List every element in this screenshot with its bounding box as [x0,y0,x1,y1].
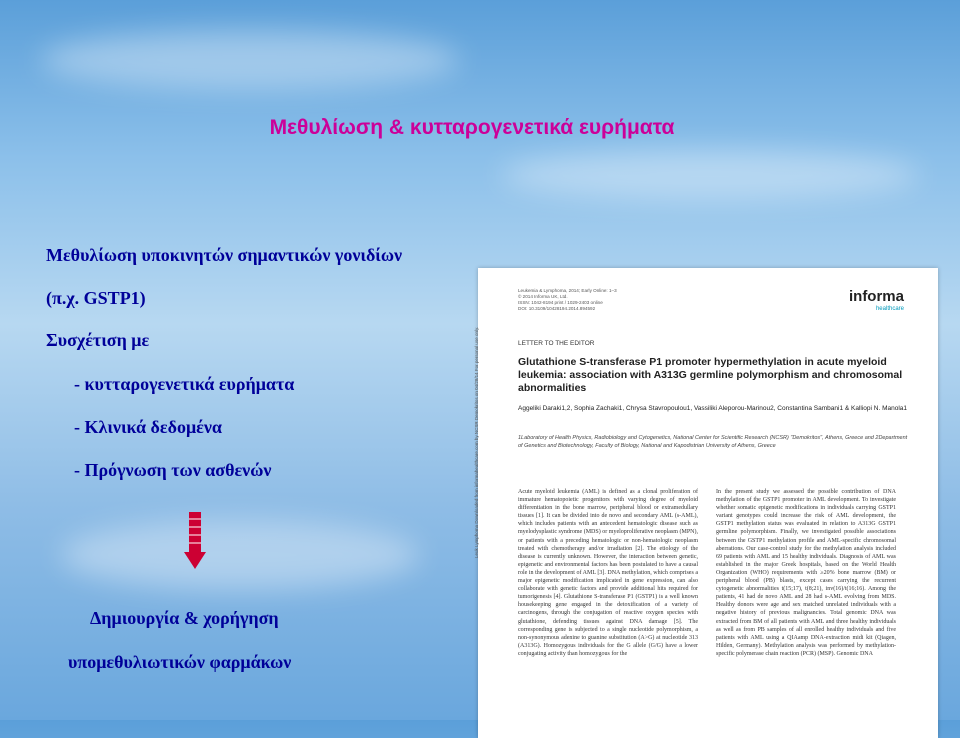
paper-section: LETTER TO THE EDITOR [518,340,595,347]
text-line-methylation: Μεθυλίωση υποκινητών σημαντικών γονιδίων [46,245,403,265]
paper-column-right: In the present study we assessed the possible contribution of DNA methylation of the GSTP1 promoter in AML development. To investigate whether somatic epigenetic modifications in individuals carrying GSTP1 variant genotypes could increase the risk of AML development, the GSTP1 methylation status was evaluated in relation to A313G GSTP1 germline polymorphism. Finally, we investigated possible associations between the GSTP1 methylation profile and AML-specific chromosomal aberrations. Our case-control study for the methylation analysis included 69 patients with AML and 15 healthy individuals. Diagnosis of AML was established in the major Greek hospitals, based on the World Health Organization (WHO) requirements with ≥20% bone marrow (BM) or peripheral blood (PB) blasts, except cases carrying the recurrent cytogenetic abnormalities t(15;17), t(8;21), inv(16)/t(16;16). Among the patients, 41 had de novo AML and 28 had s-AML evolving from MDS. Healthy donors were age and sex matched unrelated individuals with a negative history of previous malignancies. Total genomic DNA was extracted from BM of all patients with AML and three healthy individuals as well as from PB samples of all enrolled healthy individuals and five patients with AML using a QIAamp DNA-extraction midi kit (Qiagen, Hilden, Germany). Methylation analysis was performed by methylation-specific polymerase chain reaction (PCR) (MSP). Genomic DNA [716,489,896,657]
journal-header-line: Leukemia & Lymphoma, 2014; Early Online: 1–3 [518,288,617,293]
paper-authors: Aggeliki Daraki1,2, Sophia Zachaki1, Chrysa Stavropoulou1, Vassiliki Aleporou-Marinou2, Constantina Sambani1 & Kalliopi N. Manola1 [518,405,908,412]
background-cloud [40,30,460,90]
down-arrow-icon [184,512,206,570]
paper-title: Glutathione S-transferase P1 promoter hypermethylation in acute myeloid leukemia: association with A313G germline polymorphism and chromosomal abnormalities [518,356,903,394]
bullet-prognosis: - Πρόγνωση των ασθενών [74,460,272,480]
background-cloud [500,150,920,200]
bullet-cytogenetic: - κυτταρογενετικά ευρήματα [74,374,295,394]
paper-image [474,268,938,738]
journal-header-line: © 2014 Informa UK, Ltd. [518,294,568,299]
publisher-logo: informa [848,288,904,305]
paper-column-left: Acute myeloid leukemia (AML) is defined as a clonal proliferation of immature hematopoietic progenitors with varying degree of myeloid differentiation in the bone marrow, peripheral blood or extramedullary tissues [1]. It can be divided into de novo and secondary AML (s-AML), which includes patients with an antecedent hematologic disease such as myelodysplastic syndrome (MDS) or myeloproliferative neoplasm (MPN), or patients with a preceding hematologic or non-hematologic neoplasm treated with chemotherapy and/or irradiation [2]. The etiology of the disease is currently unknown. However, the interaction between genetic, epigenetic and environmental factors has been postulated to have a causal role in the development of AML [3]. DNA methylation, which comprises a major epigenetic modification implicated in gene expression, can also collaborate with genetic factors and provide additional hits required for tumorigenesis [4]. Glutathione S-transferase P1 (GSTP1) is a well known housekeeping gene engaged in the detoxification of a variety of carcinogens, through the conjugation of reactive oxygen species with glutathione, defending tissues against DNA damage [5]. The corresponding gene is subjected to a single nucleotide polymorphism, a non-synonymous adenine to guanine substitution (A>G) at nucleotide 313 (A313G). Homozygous individuals for the G allele (G/G) have a lower conjugating activity than homozygous for the [518,489,698,657]
journal-header-line: ISSN: 1042-8194 print / 1029-2403 online [518,300,603,305]
text-drug-development: Δημιουργία & χορήγηση [90,608,279,628]
bullet-clinical: - Κλινικά δεδομένα [74,417,222,437]
background-cloud [60,520,420,590]
slide-title: Μεθυλίωση & κυτταρογενετικά ευρήματα [269,116,675,139]
text-line-correlation: Συσχέτιση με [46,330,150,350]
paper-affiliation: 1Laboratory of Health Physics, Radiobiology and Cytogenetics, National Center for Scientific Research (NCSR) "Demokritos", Athens, Greece and 2Department of Genetics and Biotechnology, Faculty of Biology, National and Kapodistrian University of Athens, Greece [518,435,908,449]
paper-side-note: Leuk Lymphoma Downloaded from informahealthcare.com by NCSR Demokritos on 04/28/14 For personal use only. [474,326,479,558]
publisher-logo-sub: healthcare [875,306,904,312]
journal-header-line: DOI: 10.3109/10428194.2014.894592 [518,306,596,311]
text-line-example: (π.χ. GSTP1) [46,288,146,308]
text-hypomethylating-drugs: υπομεθυλιωτικών φαρμάκων [68,652,292,672]
